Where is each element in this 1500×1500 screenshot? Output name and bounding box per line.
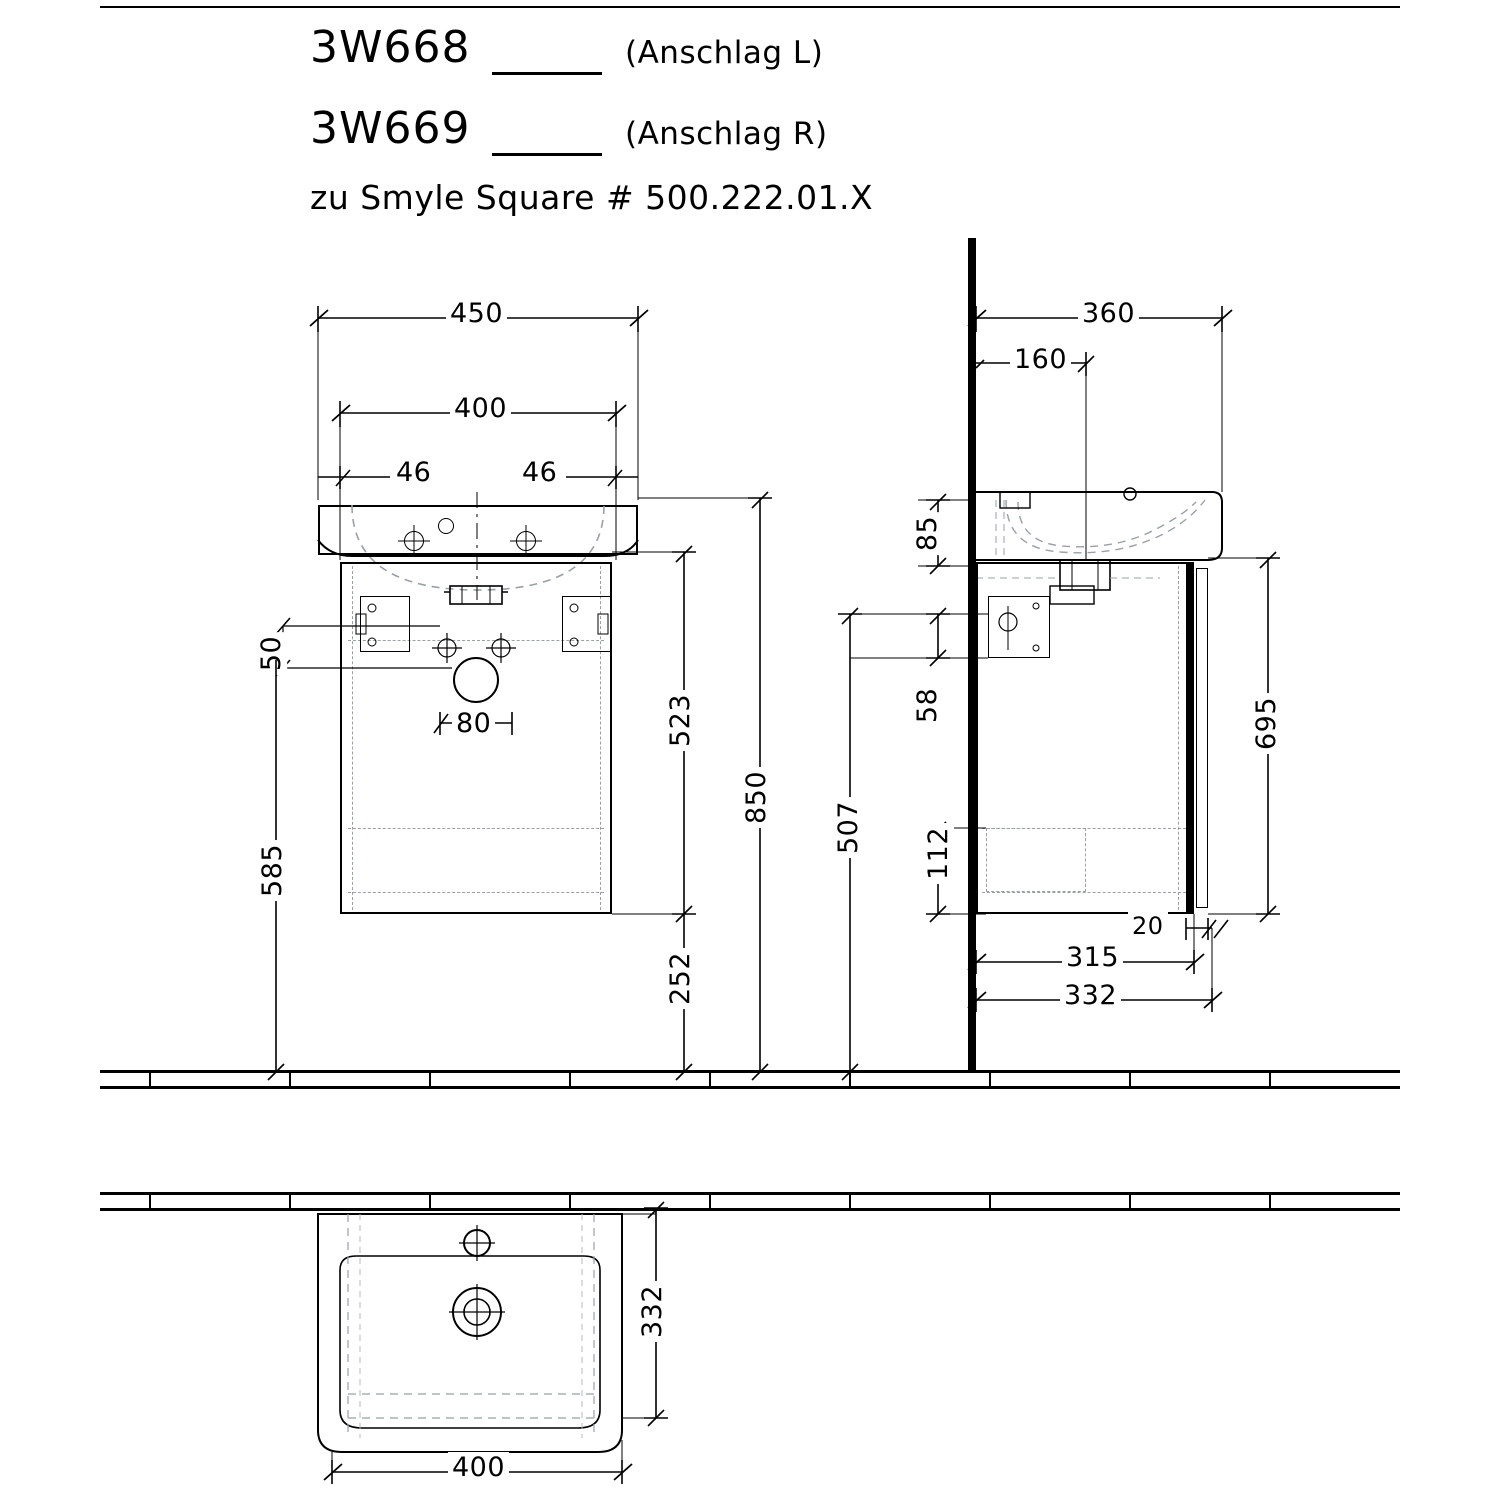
front-dim-252: 252 [665,948,696,1009]
front-dim-450: 450 [446,298,507,329]
side-dim-507: 695 [1251,693,1282,754]
front-dim-585: 585 [257,840,288,901]
top-dim-332: 332 [637,1281,668,1342]
front-dim-523: 523 [665,690,696,751]
side-dim-160: 160 [1010,344,1071,375]
side-dim-360: 360 [1078,298,1139,329]
title-suffix-2: (Anschlag R) [625,116,828,152]
top-dim-400: 400 [448,1452,509,1483]
title-subtitle: zu Smyle Square # 500.222.01.X [310,178,874,217]
side-dim-315: 315 [1062,942,1123,973]
side-dim-85: 85 [912,512,943,555]
front-dim-46-right: 46 [518,457,561,488]
side-dim-112: 112 [923,823,954,884]
front-dim-400: 400 [450,393,511,424]
side-dim-332: 332 [1060,980,1121,1011]
side-dim-58: 58 [912,684,943,727]
side-dim-695: 507 [833,797,864,858]
title-code-2: 3W669 [310,103,471,154]
front-dim-850: 850 [741,767,772,828]
front-dim-46-left: 46 [392,457,435,488]
side-dim-20: 20 [1128,912,1168,940]
title-code-1: 3W668 [310,22,471,73]
front-dim-50: 50 [256,632,287,675]
title-suffix-1: (Anschlag L) [625,35,824,71]
front-dim-80: 80 [452,708,495,739]
